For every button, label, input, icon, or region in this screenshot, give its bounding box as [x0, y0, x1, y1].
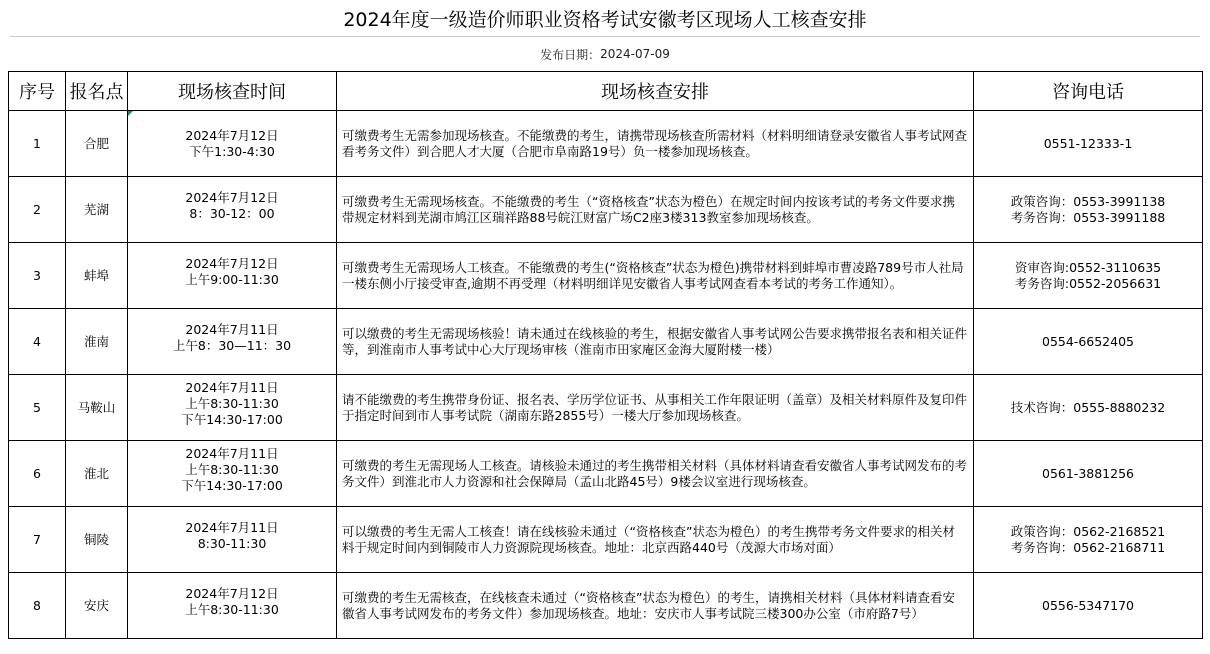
phone-line: 资审咨询:0552-3110635: [1014, 259, 1162, 275]
row-time: [128, 441, 337, 507]
row-arrangement: 可以缴费的考生无需人工核查！请在线核验未通过（“资格核查”状态为橙色）的考生携带考务文件要求的相关材料于规定时间内到铜陵市人力资源院现场核查。地址：北京西路440号（茂源大市场对面）: [337, 507, 974, 573]
row-site: 马鞍山: [66, 375, 128, 441]
row-arrangement: 可缴费考生无需现场核查。不能缴费的考生（“资格核查”状态为橙色）在规定时间内按该考试的考务文件要求携带规定材料到芜湖市鸠江区瑞祥路88号皖江财富广场C2座3楼313教室参加现场核查。: [337, 177, 974, 243]
row-time: [128, 507, 337, 573]
table-row: [9, 309, 1203, 375]
time-line: 2024年7月11日: [185, 519, 279, 535]
table-row: [9, 111, 1203, 177]
time-line: 8：30-12：00: [189, 205, 275, 221]
row-number: 8: [9, 573, 66, 639]
row-phone: [974, 177, 1203, 243]
row-arrangement: 可缴费考生无需现场人工核查。不能缴费的考生(“资格核查”状态为橙色)携带材料到蚌埠市曹凌路789号市人社局一楼东侧小厅接受审查,逾期不再受理（材料明细详见安徽省人事考试网查看本考试的考务工作通知）。: [337, 243, 974, 309]
header-arrangement: 现场核查安排: [337, 72, 974, 111]
row-arrangement: 可以缴费的考生无需现场核验！请未通过在线核验的考生，根据安徽省人事考试网公告要求携带报名表和相关证件等，到淮南市人事考试中心大厅现场审核（淮南市田家庵区金海大厦附楼一楼）: [337, 309, 974, 375]
header-time: 现场核查时间: [128, 72, 337, 111]
row-phone: [974, 375, 1203, 441]
time-line: 2024年7月12日: [185, 127, 279, 143]
time-line: 上午8:30-11:30: [185, 461, 279, 477]
time-line: 下午14:30-17:00: [181, 477, 283, 493]
phone-line: 0561-3881256: [1042, 465, 1134, 481]
row-time: [128, 309, 337, 375]
row-site: 芜湖: [66, 177, 128, 243]
phone-line: 0556-5347170: [1042, 597, 1134, 613]
schedule-table: [8, 71, 1203, 639]
phone-line: 考务咨询:0552-2056631: [1014, 275, 1162, 291]
row-site: 淮南: [66, 309, 128, 375]
phone-line: 政策咨询：0562-2168521: [1010, 523, 1166, 539]
row-time: [128, 177, 337, 243]
phone-line: 技术咨询：0555-8880232: [1010, 399, 1166, 415]
row-number: 3: [9, 243, 66, 309]
time-line: 2024年7月12日: [185, 189, 279, 205]
time-line: 2024年7月12日: [185, 255, 279, 271]
row-site: 铜陵: [66, 507, 128, 573]
header-phone: 咨询电话: [974, 72, 1203, 111]
publish-label: 发布日期：: [540, 47, 601, 62]
cell-comment-marker: [128, 111, 133, 116]
table-header-row: [9, 72, 1203, 111]
row-number: 1: [9, 111, 66, 177]
time-line: 2024年7月11日: [185, 445, 279, 461]
row-phone: [974, 441, 1203, 507]
table-row: [9, 507, 1203, 573]
phone-line: 政策咨询：0553-3991138: [1010, 193, 1166, 209]
row-number: 2: [9, 177, 66, 243]
row-phone: [974, 111, 1203, 177]
time-line: 2024年7月11日: [185, 321, 279, 337]
table-row: [9, 441, 1203, 507]
time-line: 2024年7月12日: [185, 585, 279, 601]
time-line: 上午9:00-11:30: [185, 271, 279, 287]
row-site: 安庆: [66, 573, 128, 639]
time-line: 下午1:30-4:30: [189, 143, 275, 159]
row-number: 7: [9, 507, 66, 573]
time-line: 上午8：30—11：30: [172, 337, 292, 353]
row-number: 5: [9, 375, 66, 441]
phone-line: 0551-12333-1: [1043, 135, 1133, 151]
time-line: 上午8:30-11:30: [185, 601, 279, 617]
row-time: [128, 573, 337, 639]
row-time: [128, 111, 337, 177]
row-arrangement: 请不能缴费的考生携带身份证、报名表、学历学位证书、从事相关工作年限证明（盖章）及相关材料原件及复印件于指定时间到市人事考试院（湖南东路2855号）一楼大厅参加现场核查。: [337, 375, 974, 441]
table-row: [9, 375, 1203, 441]
row-phone: [974, 243, 1203, 309]
row-number: 4: [9, 309, 66, 375]
row-phone: [974, 309, 1203, 375]
row-site: 合肥: [66, 111, 128, 177]
header-no: 序号: [9, 72, 66, 111]
publish-date-line: [0, 37, 1210, 71]
row-number: 6: [9, 441, 66, 507]
table-row: [9, 177, 1203, 243]
row-site: 蚌埠: [66, 243, 128, 309]
table-body: [9, 111, 1203, 639]
row-site: 淮北: [66, 441, 128, 507]
time-line: 8:30-11:30: [197, 535, 267, 551]
time-line: 2024年7月11日: [185, 379, 279, 395]
phone-line: 考务咨询：0553-3991188: [1010, 209, 1166, 225]
publish-date: 2024-07-09: [600, 47, 670, 61]
row-phone: [974, 507, 1203, 573]
row-arrangement: 可缴费的考生无需核查，在线核查未通过（“资格核查”状态为橙色）的考生，请携相关材料（具体材料请查看安徽省人事考试网发布的考务文件）参加现场核查。地址：安庆市人事考试院三楼300办公室（市府路7号）: [337, 573, 974, 639]
row-arrangement: 可缴费考生无需参加现场核查。不能缴费的考生，请携带现场核查所需材料（材料明细请登录安徽省人事考试网查看考务文件）到合肥人才大厦（合肥市阜南路19号）负一楼参加现场核查。: [337, 111, 974, 177]
row-arrangement: 可缴费的考生无需现场人工核查。请核验未通过的考生携带相关材料（具体材料请查看安徽省人事考试网发布的考务文件）到淮北市人力资源和社会保障局（孟山北路45号）9楼会议室进行现场核查。: [337, 441, 974, 507]
page-title: 2024年度一级造价师职业资格考试安徽考区现场人工核查安排: [10, 0, 1200, 37]
header-site: 报名点: [66, 72, 128, 111]
table-row: [9, 573, 1203, 639]
row-time: [128, 375, 337, 441]
time-line: 下午14:30-17:00: [181, 411, 283, 427]
table-row: [9, 243, 1203, 309]
row-time: [128, 243, 337, 309]
phone-line: 0554-6652405: [1042, 333, 1134, 349]
row-phone: [974, 573, 1203, 639]
time-line: 上午8:30-11:30: [185, 395, 279, 411]
phone-line: 考务咨询：0562-2168711: [1010, 539, 1166, 555]
